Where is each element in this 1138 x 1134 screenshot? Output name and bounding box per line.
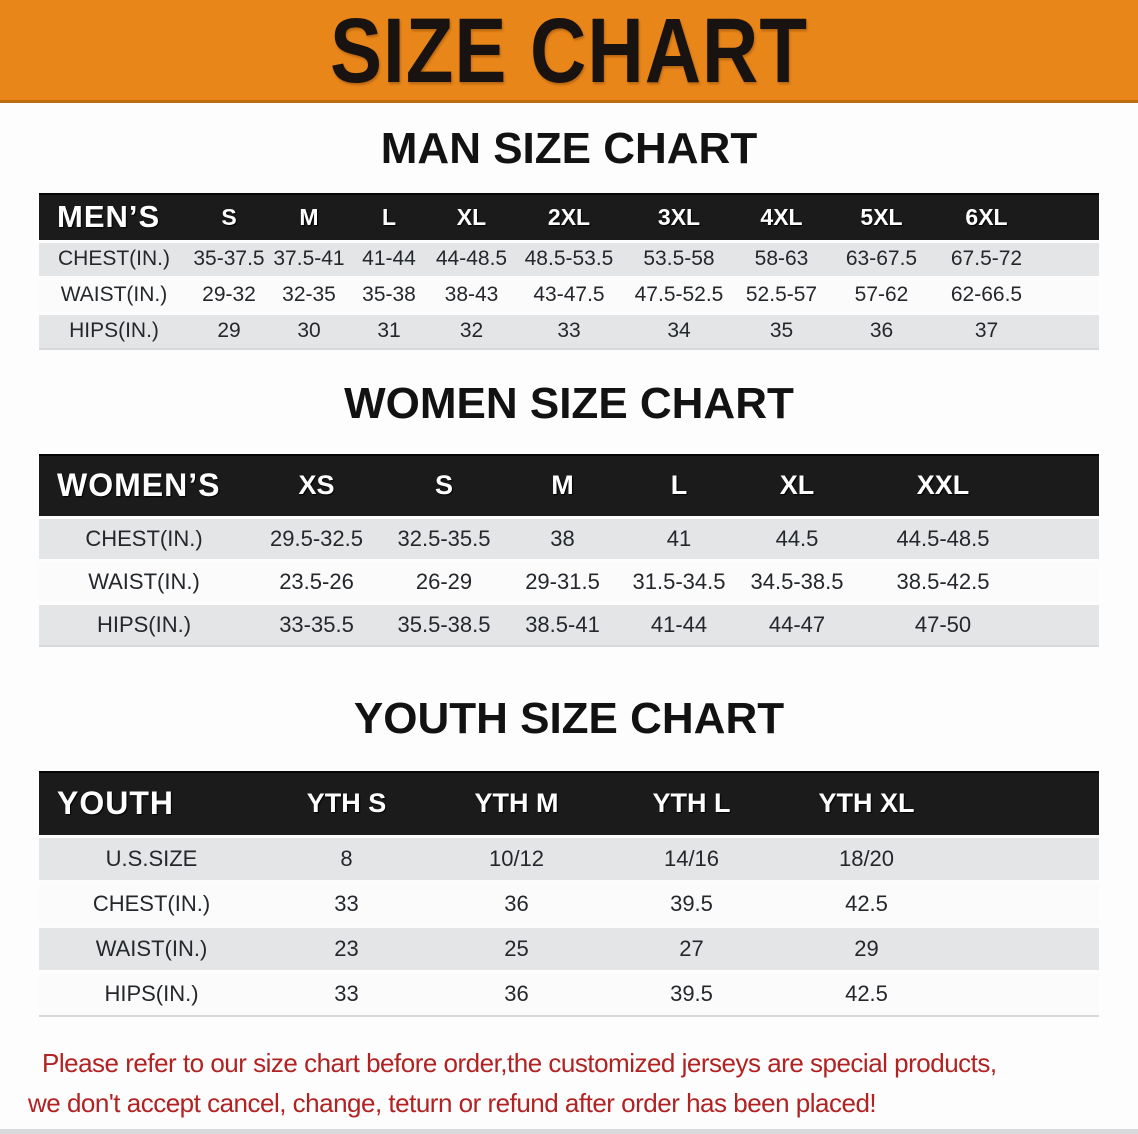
size-header-cell — [1039, 194, 1099, 241]
value-cell: 47-50 — [857, 603, 1029, 646]
value-cell: 37.5-41 — [269, 241, 349, 277]
size-header-cell: L — [349, 194, 429, 241]
value-cell: 38-43 — [429, 277, 514, 313]
row-label-cell: WAIST(IN.) — [39, 277, 189, 313]
value-cell: 57-62 — [829, 277, 934, 313]
measurement-row — [39, 241, 1099, 277]
value-cell: 47.5-52.5 — [624, 277, 734, 313]
measurement-row — [39, 881, 1099, 926]
value-cell: 33 — [264, 971, 429, 1016]
size-header-cell: S — [384, 455, 504, 517]
size-header-cell: YTH S — [264, 772, 429, 836]
value-cell: 52.5-57 — [734, 277, 829, 313]
value-cell: 35 — [734, 313, 829, 349]
section-men — [0, 124, 1138, 350]
value-cell: 29 — [779, 926, 954, 971]
value-cell: 44-47 — [737, 603, 857, 646]
section-youth — [0, 694, 1138, 1017]
value-cell: 25 — [429, 926, 604, 971]
size-header-cell — [954, 772, 1099, 836]
banner — [0, 0, 1138, 103]
measurement-row — [39, 517, 1099, 560]
value-cell — [1029, 560, 1099, 603]
value-cell: 41-44 — [349, 241, 429, 277]
measurement-row — [39, 313, 1099, 349]
value-cell: 32.5-35.5 — [384, 517, 504, 560]
value-cell: 29-32 — [189, 277, 269, 313]
value-cell: 26-29 — [384, 560, 504, 603]
measurement-row — [39, 560, 1099, 603]
row-label-cell: HIPS(IN.) — [39, 603, 249, 646]
value-cell: 33 — [514, 313, 624, 349]
value-cell: 34 — [624, 313, 734, 349]
value-cell: 39.5 — [604, 881, 779, 926]
size-header-cell: M — [504, 455, 621, 517]
value-cell: 27 — [604, 926, 779, 971]
value-cell: 44.5 — [737, 517, 857, 560]
value-cell: 53.5-58 — [624, 241, 734, 277]
youth-section-heading: YOUTH SIZE CHART — [353, 694, 785, 743]
section-women — [0, 379, 1138, 647]
row-label-cell: WAIST(IN.) — [39, 560, 249, 603]
value-cell — [1029, 517, 1099, 560]
value-cell: 36 — [429, 971, 604, 1016]
value-cell: 35-38 — [349, 277, 429, 313]
value-cell: 39.5 — [604, 971, 779, 1016]
women-size-table — [39, 454, 1099, 647]
disclaimer-line-1: Please refer to our size chart before order,the customized jerseys are special products, — [42, 1048, 997, 1078]
value-cell: 32 — [429, 313, 514, 349]
size-header-cell: XXL — [857, 455, 1029, 517]
table-title-cell: MEN’S — [39, 194, 189, 241]
row-label-cell: CHEST(IN.) — [39, 517, 249, 560]
value-cell: 36 — [429, 881, 604, 926]
table-header-row — [39, 772, 1099, 836]
men-section-heading: MAN SIZE CHART — [380, 124, 758, 173]
size-header-cell: 4XL — [734, 194, 829, 241]
value-cell: 41-44 — [621, 603, 737, 646]
value-cell: 8 — [264, 836, 429, 881]
table-title-cell: WOMEN’S — [39, 455, 249, 517]
value-cell: 30 — [269, 313, 349, 349]
measurement-row — [39, 277, 1099, 313]
value-cell — [954, 926, 1099, 971]
value-cell: 10/12 — [429, 836, 604, 881]
row-label-cell: CHEST(IN.) — [39, 241, 189, 277]
row-label-cell: CHEST(IN.) — [39, 881, 264, 926]
value-cell: 23 — [264, 926, 429, 971]
size-header-cell: YTH XL — [779, 772, 954, 836]
value-cell — [1039, 241, 1099, 277]
value-cell: 34.5-38.5 — [737, 560, 857, 603]
disclaimer — [0, 1043, 1138, 1123]
row-label-cell: WAIST(IN.) — [39, 926, 264, 971]
size-header-cell: S — [189, 194, 269, 241]
men-size-table — [39, 193, 1099, 350]
size-header-cell — [1029, 455, 1099, 517]
measurement-row — [39, 971, 1099, 1016]
value-cell — [1039, 277, 1099, 313]
value-cell — [954, 971, 1099, 1016]
table-header-row — [39, 194, 1099, 241]
value-cell: 29.5-32.5 — [249, 517, 384, 560]
row-label-cell: HIPS(IN.) — [39, 971, 264, 1016]
table-title-cell: YOUTH — [39, 772, 264, 836]
value-cell: 44.5-48.5 — [857, 517, 1029, 560]
value-cell — [954, 881, 1099, 926]
value-cell: 38.5-41 — [504, 603, 621, 646]
value-cell: 38.5-42.5 — [857, 560, 1029, 603]
value-cell — [1029, 603, 1099, 646]
size-header-cell: 3XL — [624, 194, 734, 241]
value-cell: 37 — [934, 313, 1039, 349]
measurement-row — [39, 603, 1099, 646]
value-cell: 41 — [621, 517, 737, 560]
value-cell: 48.5-53.5 — [514, 241, 624, 277]
banner-title: SIZE CHART — [330, 0, 808, 102]
measurement-row — [39, 836, 1099, 881]
value-cell: 18/20 — [779, 836, 954, 881]
women-section-heading: WOMEN SIZE CHART — [344, 379, 794, 428]
value-cell: 38 — [504, 517, 621, 560]
value-cell: 58-63 — [734, 241, 829, 277]
size-header-cell: XL — [737, 455, 857, 517]
value-cell: 14/16 — [604, 836, 779, 881]
value-cell — [1039, 313, 1099, 349]
value-cell: 67.5-72 — [934, 241, 1039, 277]
size-header-cell: M — [269, 194, 349, 241]
value-cell: 44-48.5 — [429, 241, 514, 277]
value-cell: 32-35 — [269, 277, 349, 313]
value-cell: 42.5 — [779, 971, 954, 1016]
value-cell: 29 — [189, 313, 269, 349]
measurement-row — [39, 926, 1099, 971]
value-cell: 35.5-38.5 — [384, 603, 504, 646]
youth-size-table — [39, 771, 1099, 1017]
value-cell: 33 — [264, 881, 429, 926]
size-header-cell: XS — [249, 455, 384, 517]
value-cell: 29-31.5 — [504, 560, 621, 603]
value-cell: 43-47.5 — [514, 277, 624, 313]
size-header-cell: 6XL — [934, 194, 1039, 241]
size-header-cell: 5XL — [829, 194, 934, 241]
value-cell: 42.5 — [779, 881, 954, 926]
size-header-cell: 2XL — [514, 194, 624, 241]
value-cell — [954, 836, 1099, 881]
table-header-row — [39, 455, 1099, 517]
row-label-cell: U.S.SIZE — [39, 836, 264, 881]
value-cell: 63-67.5 — [829, 241, 934, 277]
disclaimer-line-2: we don't accept cancel, change, teturn or refund after order has been placed! — [28, 1088, 877, 1118]
value-cell: 36 — [829, 313, 934, 349]
size-header-cell: XL — [429, 194, 514, 241]
value-cell: 23.5-26 — [249, 560, 384, 603]
value-cell: 35-37.5 — [189, 241, 269, 277]
size-header-cell: YTH M — [429, 772, 604, 836]
size-header-cell: YTH L — [604, 772, 779, 836]
value-cell: 31 — [349, 313, 429, 349]
size-header-cell: L — [621, 455, 737, 517]
value-cell: 33-35.5 — [249, 603, 384, 646]
value-cell: 62-66.5 — [934, 277, 1039, 313]
row-label-cell: HIPS(IN.) — [39, 313, 189, 349]
value-cell: 31.5-34.5 — [621, 560, 737, 603]
